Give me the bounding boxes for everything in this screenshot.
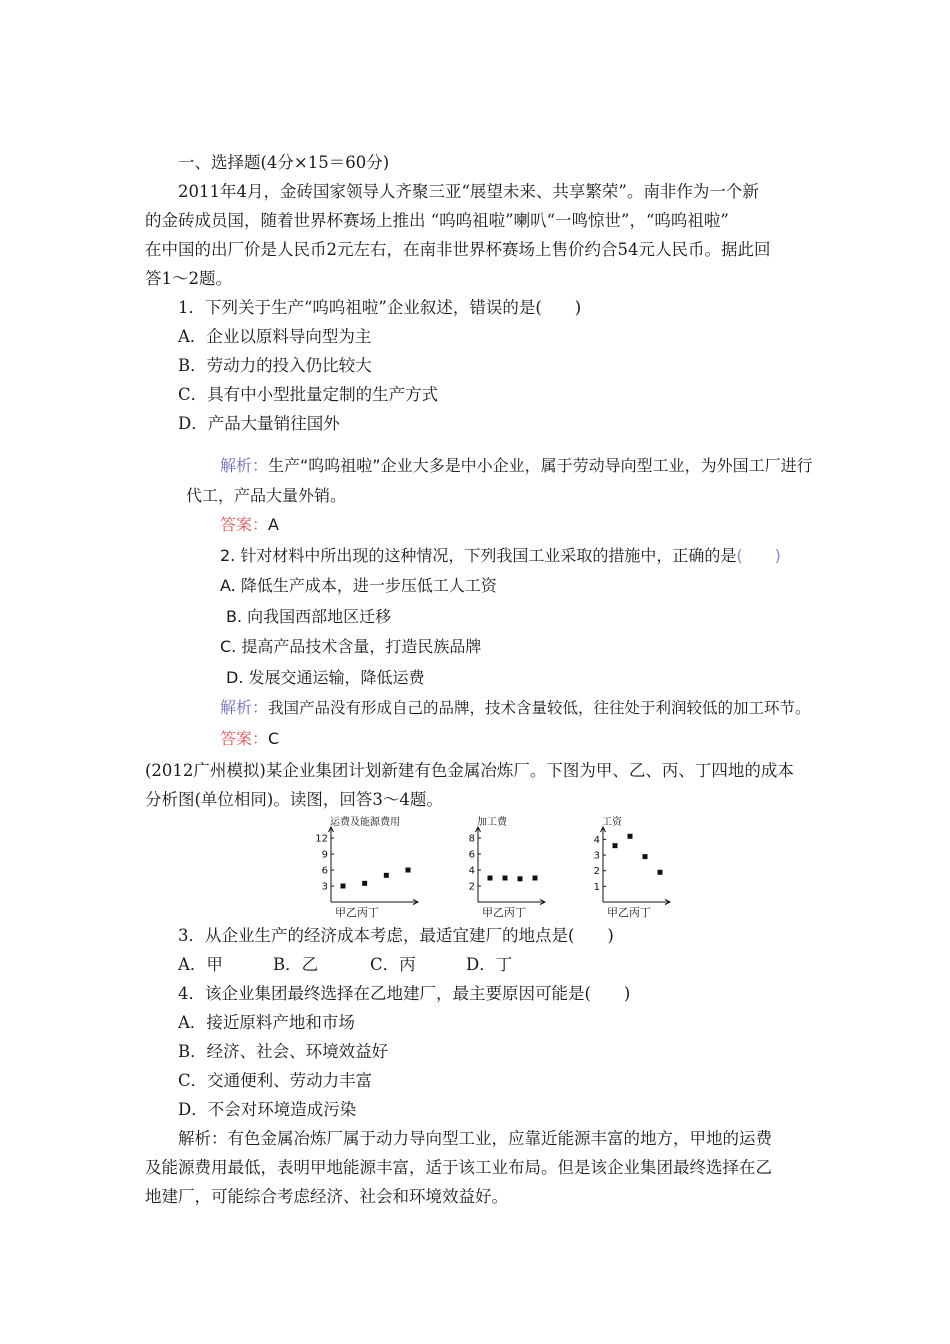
q1-option-d: D．产品大量销往国外 bbox=[178, 414, 340, 433]
q4-option-d: D．不会对环境造成污染 bbox=[178, 1100, 357, 1119]
chart-y-tick-label: 3 bbox=[593, 850, 600, 862]
chart-point bbox=[406, 868, 411, 873]
chart-point bbox=[384, 873, 389, 878]
chart-point bbox=[533, 876, 538, 881]
chart-y-tick-label: 4 bbox=[468, 865, 475, 877]
q4-stem: 4．该企业集团最终选择在乙地建厂，最主要原因可能是( ) bbox=[178, 984, 631, 1003]
q1-option-c: C．具有中小型批量定制的生产方式 bbox=[178, 385, 439, 404]
chart-point bbox=[643, 854, 648, 859]
intro2-line-1: (2012广州模拟)某企业集团计划新建有色金属冶炼厂。下图为甲、乙、丙、丁四地的成本 bbox=[145, 761, 794, 780]
chart-y-tick-label: 8 bbox=[468, 833, 475, 845]
chart-point bbox=[341, 884, 346, 889]
chart-category-labels: 甲乙丙丁 bbox=[607, 906, 651, 919]
q2-option-a: A. 降低生产成本，进一步压低工人工资 bbox=[220, 576, 497, 595]
q34-analysis-line-2: 及能源费用最低，表明甲地能源丰富，适于该工业布局。但是该企业集团最终选择在乙 bbox=[145, 1158, 772, 1177]
q2-analysis-label: 解析： bbox=[220, 698, 269, 717]
q4-option-a: A．接近原料产地和市场 bbox=[178, 1013, 355, 1032]
q1-stem: 1．下列关于生产“呜呜祖啦”企业叙述，错误的是( ) bbox=[178, 298, 582, 317]
cost-chart-processing bbox=[455, 816, 547, 922]
cost-chart-transport-energy bbox=[308, 816, 420, 922]
chart-point bbox=[488, 876, 493, 881]
q3-option-c: C．丙 bbox=[370, 955, 416, 974]
chart-y-tick-label: 6 bbox=[468, 849, 475, 861]
q2-stem-paren: ( ) bbox=[736, 546, 781, 565]
chart-y-tick-label: 6 bbox=[321, 865, 328, 877]
chart-y-tick-label: 2 bbox=[593, 866, 600, 878]
q1-answer-label: 答案： bbox=[220, 515, 269, 534]
q2-answer-value: C bbox=[268, 729, 280, 748]
q3-option-d: D．丁 bbox=[466, 955, 513, 974]
chart-y-tick-label: 4 bbox=[593, 834, 600, 846]
q2-option-d: D. 发展交通运输，降低运费 bbox=[226, 668, 425, 687]
q2-stem-text: 2. 针对材料中所出现的这种情况，下列我国工业采取的措施中，正确的是 bbox=[220, 546, 737, 565]
q34-analysis-line-3: 地建厂，可能综合考虑经济、社会和环境效益好。 bbox=[145, 1187, 508, 1206]
q3-option-b: B．乙 bbox=[273, 955, 319, 974]
q2-answer-label: 答案： bbox=[220, 729, 269, 748]
q1-option-a: A．企业以原料导向型为主 bbox=[178, 327, 372, 346]
q1-analysis-text-1: 生产“呜呜祖啦”企业大多是中小企业，属于劳动导向型工业，为外国工厂进行 bbox=[268, 456, 813, 475]
chart-point bbox=[613, 843, 618, 848]
intro-line-4: 答1～2题。 bbox=[145, 269, 232, 288]
cost-chart-wages bbox=[580, 816, 672, 922]
intro-line-3: 在中国的出厂价是人民币2元左右，在南非世界杯赛场上售价约合54元人民币。据此回 bbox=[145, 240, 771, 259]
q2-analysis-text: 我国产品没有形成自己的品牌，技术含量较低，往往处于利润较低的加工环节。 bbox=[268, 699, 811, 717]
chart-point bbox=[628, 834, 633, 839]
q1-analysis-line-1 bbox=[220, 455, 813, 477]
q2-option-b: B. 向我国西部地区迁移 bbox=[226, 607, 392, 626]
chart-point bbox=[658, 870, 663, 875]
intro-line-1: 2011年4月，金砖国家领导人齐聚三亚“展望未来、共享繁荣”。南非作为一个新 bbox=[178, 182, 759, 201]
q2-analysis bbox=[220, 697, 811, 719]
chart-category-labels: 甲乙丙丁 bbox=[482, 906, 526, 919]
chart-point bbox=[503, 876, 508, 881]
q4-option-b: B．经济、社会、环境效益好 bbox=[178, 1042, 389, 1061]
q34-analysis-line-1: 解析：有色金属冶炼厂属于动力导向型工业，应靠近能源丰富的地方，甲地的运费 bbox=[178, 1129, 772, 1148]
q3-stem: 3．从企业生产的经济成本考虑，最适宜建厂的地点是( ) bbox=[178, 926, 614, 945]
q1-analysis-line-2: 代工，产品大量外销。 bbox=[186, 486, 347, 505]
intro2-line-2: 分析图(单位相同)。读图，回答3～4题。 bbox=[145, 790, 443, 809]
q2-option-c: C. 提高产品技术含量，打造民族品牌 bbox=[220, 637, 482, 656]
chart-y-tick-label: 1 bbox=[593, 881, 600, 893]
chart-y-tick-label: 9 bbox=[321, 849, 328, 861]
chart-y-tick-label: 2 bbox=[468, 881, 475, 893]
chart-point bbox=[518, 876, 523, 881]
chart-point bbox=[362, 881, 367, 886]
q2-stem bbox=[220, 545, 781, 567]
q1-answer-value: A bbox=[268, 515, 279, 534]
q4-option-c: C．交通便利、劳动力丰富 bbox=[178, 1071, 373, 1090]
q2-answer bbox=[220, 728, 279, 750]
chart-title: 工资 bbox=[602, 817, 622, 828]
q1-option-b: B．劳动力的投入仍比较大 bbox=[178, 356, 372, 375]
chart-y-tick-label: 12 bbox=[315, 833, 328, 845]
q1-analysis-label: 解析： bbox=[220, 456, 269, 475]
chart-title: 加工费 bbox=[477, 817, 507, 828]
q1-answer bbox=[220, 514, 279, 536]
chart-title: 运费及能源费用 bbox=[330, 817, 400, 828]
chart-category-labels: 甲乙丙丁 bbox=[335, 906, 379, 919]
section-title: 一、选择题(4分×15＝60分) bbox=[178, 153, 390, 172]
chart-y-tick-label: 3 bbox=[321, 881, 328, 893]
intro-line-2: 的金砖成员国，随着世界杯赛场上推出 “呜呜祖啦”喇叭“一鸣惊世”，“呜呜祖啦” bbox=[145, 211, 729, 230]
q3-option-a: A．甲 bbox=[178, 955, 223, 974]
